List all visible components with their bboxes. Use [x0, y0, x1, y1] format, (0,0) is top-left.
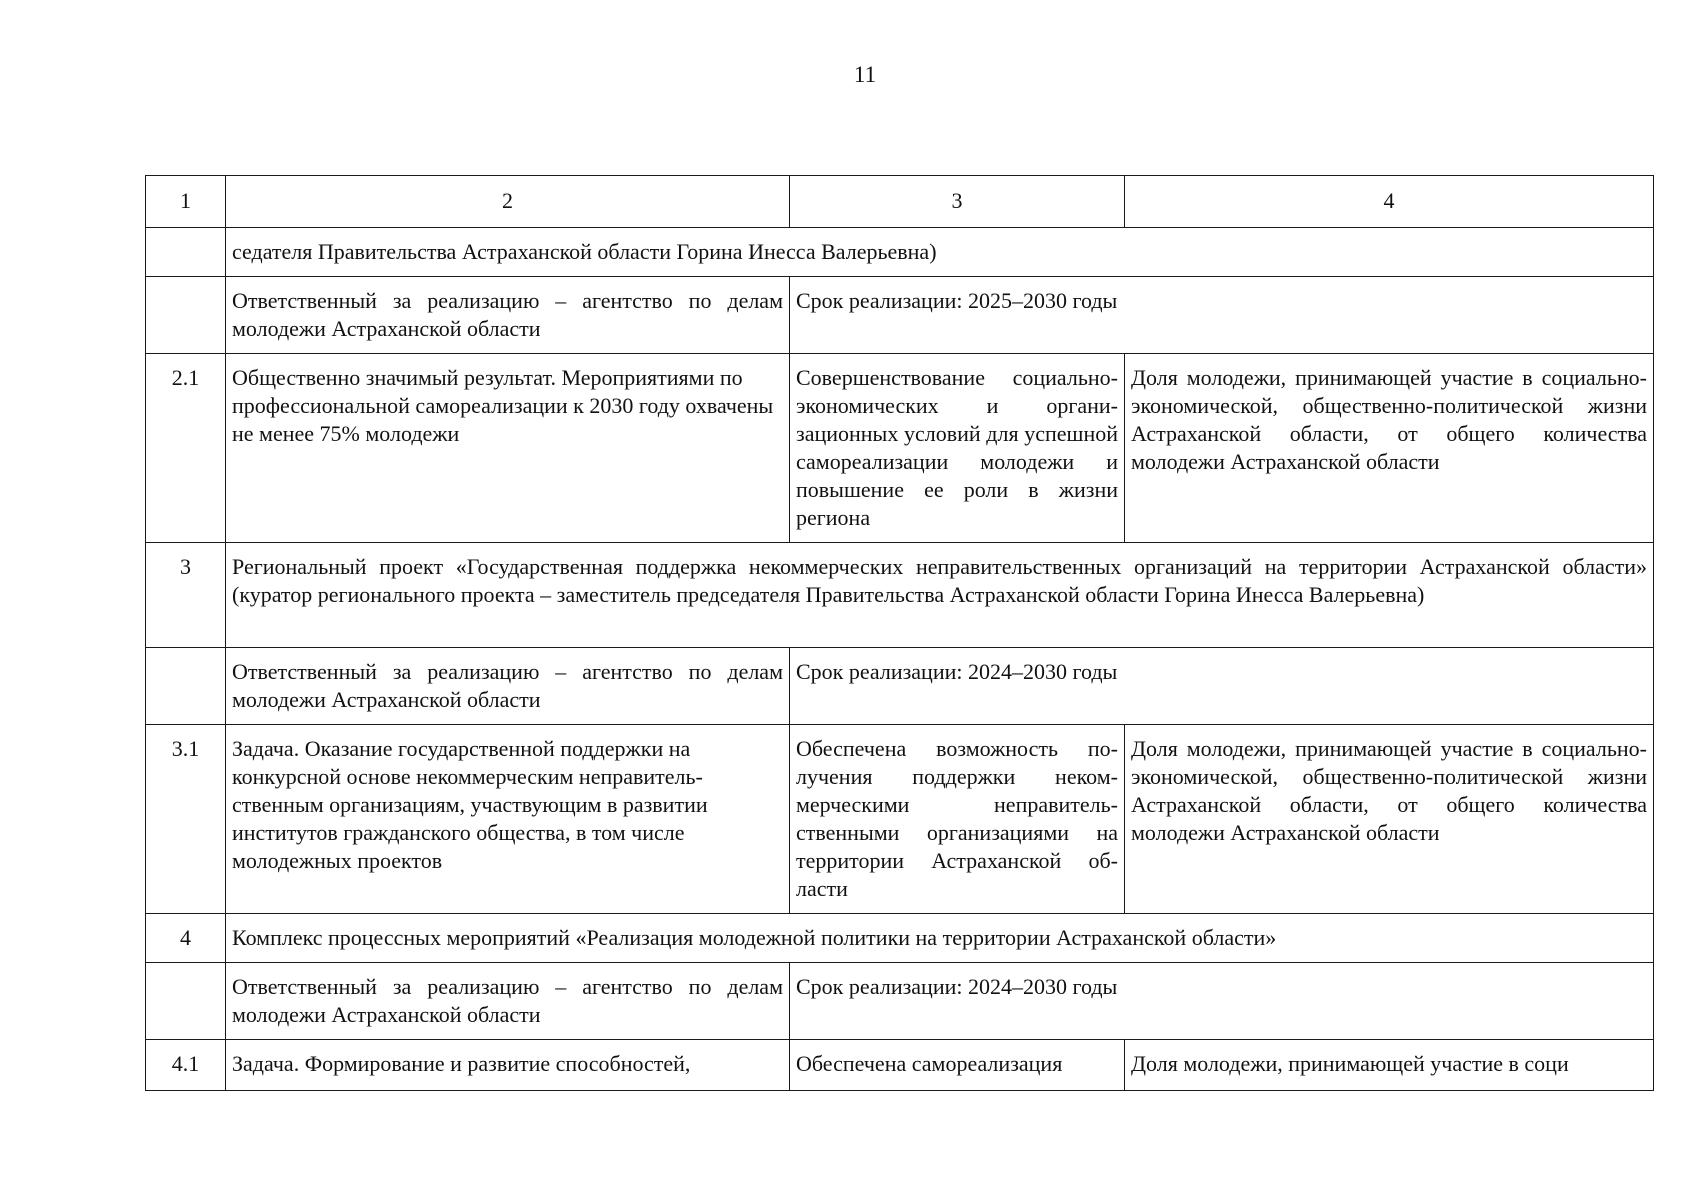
table-row	[146, 277, 1654, 354]
table-row	[146, 648, 1654, 725]
row-number-cell: 4.1	[146, 1040, 226, 1091]
row-number-cell	[146, 648, 226, 725]
table-row	[146, 543, 1654, 648]
header-row	[146, 176, 1654, 228]
row-number-cell	[146, 963, 226, 1040]
effect-cell: Обеспечена самореализация	[790, 1040, 1125, 1091]
header-col-2: 2	[226, 176, 790, 228]
effect-cell: Обеспечена возможность получения поддержки некоммерческими неправительственными организациями на территории Астраханской области	[790, 725, 1125, 914]
table-row	[146, 725, 1654, 914]
period-cell: Срок реализации: 2024–2030 годы	[790, 963, 1654, 1040]
table-row	[146, 354, 1654, 543]
row-number-cell	[146, 277, 226, 354]
period-cell: Срок реализации: 2025–2030 годы	[790, 277, 1654, 354]
row-number-cell: 3	[146, 543, 226, 648]
complex-title-cell: Комплекс процессных мероприятий «Реализация молодежной политики на территории Астраханской области»	[226, 914, 1654, 963]
task-cell: Задача. Оказание государственной поддержки на конкурсной основе некоммерческим неправительственным организациям, участвующим в развитии институтов гражданского общества, в том числе молодежных проектов	[226, 725, 790, 914]
page-number: 11	[853, 62, 877, 87]
table-row	[146, 914, 1654, 963]
task-cell: Общественно значимый результат. Мероприятиями по профессиональной самореализации к 2030 году охвачены не менее 75% молодежи	[226, 354, 790, 543]
project-title-cell: Региональный проект «Государственная поддержка некоммерческих неправительственных организаций на территории Астраханской области» (куратор регионального проекта – заместитель председателя Правительства Астраханской области Горина Инесса Валерьевна)	[226, 543, 1654, 648]
table-row	[146, 228, 1654, 277]
responsible-cell: Ответственный за реализацию – агентство по делам молодежи Астраханской области	[226, 648, 790, 725]
row-number-cell: 2.1	[146, 354, 226, 543]
responsible-cell: Ответственный за реализацию – агентство по делам молодежи Астраханской области	[226, 963, 790, 1040]
effect-cell: Совершенствование социально-экономических и организационных условий для успешной самореализации молодежи и повышение ее роли в жизни региона	[790, 354, 1125, 543]
row-number-cell: 4	[146, 914, 226, 963]
indicator-cell: Доля молодежи, принимающей участие в социально-экономической, общественно-политической жизни Астраханской области, от общего количества молодежи Астраханской области	[1125, 354, 1654, 543]
header-col-3: 3	[790, 176, 1125, 228]
header-col-1: 1	[146, 176, 226, 228]
program-structure-table	[145, 175, 1654, 1091]
row-number-cell	[146, 228, 226, 277]
task-cell: Задача. Формирование и развитие способностей,	[226, 1040, 790, 1091]
header-col-4: 4	[1125, 176, 1654, 228]
table-row	[146, 1040, 1654, 1091]
indicator-cell: Доля молодежи, принимающей участие в соци	[1125, 1040, 1654, 1091]
row-number-cell: 3.1	[146, 725, 226, 914]
period-cell: Срок реализации: 2024–2030 годы	[790, 648, 1654, 725]
curator-continuation: седателя Правительства Астраханской области Горина Инесса Валерьевна)	[226, 228, 1654, 277]
indicator-cell: Доля молодежи, принимающей участие в социально-экономической, общественно-политической жизни Астраханской области, от общего количества молодежи Астраханской области	[1125, 725, 1654, 914]
table-row	[146, 963, 1654, 1040]
responsible-cell: Ответственный за реализацию – агентство по делам молодежи Астраханской области	[226, 277, 790, 354]
